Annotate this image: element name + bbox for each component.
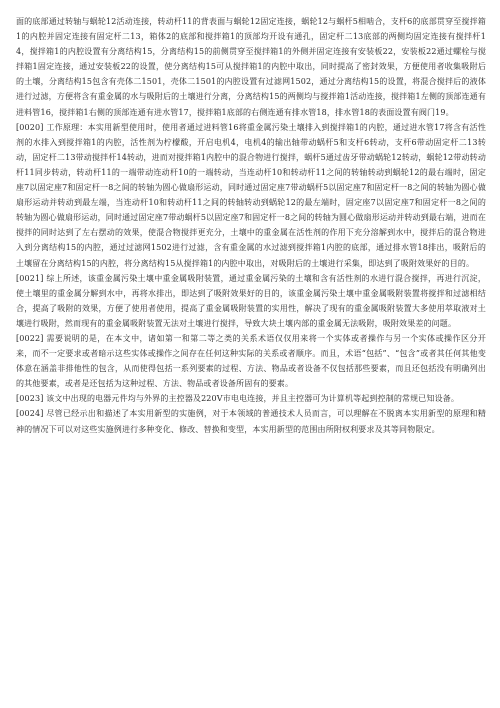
- paragraph-0022: [16, 331, 486, 391]
- paragraph-text: 尽管已经示出和描述了本实用新型的实施例，对于本领域的普通技术人员而言，可以理解在不脱离本实用新型的原理和精神的情况下可以对这些实施例进行多种变化、修改、替换和变型，本实用新型的范围由所附权利要求及其等同物限定。: [16, 409, 486, 434]
- paragraph-text: 工作原理：本实用新型使用时，使用者通过进料管16将重金属污染土壤排入到搅拌箱1的内腔，通过进水管17将含有活性剂的水排入到搅拌箱1的内腔，活性剂为柠檬酸，开启电机4，电机4的输出轴带动蜗杆5和支杆6转动，支杆6带动固定杆二13转动，固定杆二13带动搅拌杆14转动，进而对搅拌箱1内腔中的混合物进行搅拌，蜗杆5通过齿牙带动蜗轮12转动，蜗轮12带动转动杆11同步转动，转动杆11的一端带动连动杆10的一端转动，当连动杆10和转动杆11之间的转轴转动到蜗轮12的最右端时，固定座7以固定座7和固定杆一8之间的转轴为圆心做扇形运动，同时通过固定座7带动蜗杆5以固定座7和固定杆一8之间的转轴为圆心做扇形运动并转动到最左端，当连动杆10和转动杆11之间的转轴转动到蜗轮12的最左端时，固定座7以固定座7和固定杆一8之间的转轴为圆心做扇形运动，同时通过固定座7带动蜗杆5以固定座7和固定杆一8之间的转轴为圆心做扇形运动并转动到最右端，进而在搅拌的同时达到了左右摆动的效果，使混合物搅拌更充分，土壤中的重金属在活性剂的作用下充分溶解到水中，搅拌后的混合物进入到分离结构15的内腔，通过过滤网1502进行过滤，含有重金属的水过滤到搅拌箱1内腔的底部，通过排水管18排出，吸附后的土壤留在分离结构15的内腔，将分离结构15从搅拌箱1的内腔中取出，对吸附后的土壤进行采集，即达到了吸附效果好的目的。: [16, 122, 486, 268]
- paragraph-continuation: [16, 14, 486, 120]
- paragraph-text: 面的底部通过转轴与蜗轮12活动连接，转动杆11的背表面与蜗轮12固定连接，蜗轮12与蜗杆5相啮合，支杆6的底部贯穿至搅拌箱1的内腔并固定连接有固定杆二13，箱体2的底部和搅拌箱1的顶部均开设有通孔，固定杆二13底部的两侧均固定连接有搅拌杆14，搅拌箱1的内腔设置有分离结构15，分离结构15的前侧贯穿至搅拌箱1的外侧并固定连接有安装板22，安装板22通过螺栓与搅拌箱1固定连接，通过安装板22的设置，使分离结构15可从搅拌箱1的内腔中取出，同时提高了密封效果，方便使用者收集吸附后的土壤，分离结构15包含有壳体二1501，壳体二1501的内腔设置有过滤网1502，通过分离结构15的设置，将混合搅拌后的液体进行过滤，方便将含有重金属的水与吸附后的土壤进行分离，分离结构15的两侧均与搅拌箱1活动连接，搅拌箱1左侧的顶部连通有进料管16，搅拌箱1右侧的顶部连通有进水管17，搅拌箱1底部的右侧连通有排水管18，排水管18的表面设置有阀门19。: [16, 17, 486, 117]
- paragraph-number: [0022]: [16, 333, 44, 343]
- paragraph-0024: [16, 406, 486, 436]
- paragraph-number: [0020]: [16, 122, 44, 132]
- paragraph-text: 综上所述，该重金属污染土壤中重金属吸附装置，通过重金属污染的土壤和含有活性剂的水进行混合搅拌，再进行沉淀，使土壤里的重金属分解到水中，再将水排出，即达到了吸附效果好的目的，该重金属污染土壤中重金属吸附装置将搅拌和过滤相结合，提高了吸附的效果，方便了使用者使用，提高了重金属吸附装置的实用性，解决了现有的重金属吸附装置大多使用萃取液对土壤进行吸附，然而现有的重金属吸附装置无法对土壤进行搅拌，导致大块土壤内部的重金属无法吸附，吸附效果差的问题。: [16, 273, 486, 328]
- paragraph-number: [0024]: [16, 409, 44, 419]
- paragraph-0020: [16, 120, 486, 271]
- paragraph-text: 需要说明的是，在本文中，诸如第一和第二等之类的关系术语仅仅用来将一个实体或者操作与另一个实体或操作区分开来，而不一定要求或者暗示这些实体或操作之间存在任何这种实际的关系或者顺序。而且，术语“包括”、“包含”或者其任何其他变体意在涵盖非排他性的包含，从而使得包括一系列要素的过程、方法、物品或者设备不仅包括那些要素，而且还包括没有明确列出的其他要素，或者是还包括为这种过程、方法、物品或者设备所固有的要素。: [16, 333, 487, 389]
- document-page: [16, 14, 486, 437]
- paragraph-text: 该文中出现的电器元件均与外界的主控器及220V市电电连接，并且主控器可为计算机等起到控制的常规已知设备。: [46, 394, 460, 404]
- paragraph-0021: [16, 271, 486, 331]
- paragraph-number: [0021]: [16, 273, 44, 283]
- paragraph-0023: [16, 391, 486, 406]
- paragraph-number: [0023]: [16, 394, 44, 404]
